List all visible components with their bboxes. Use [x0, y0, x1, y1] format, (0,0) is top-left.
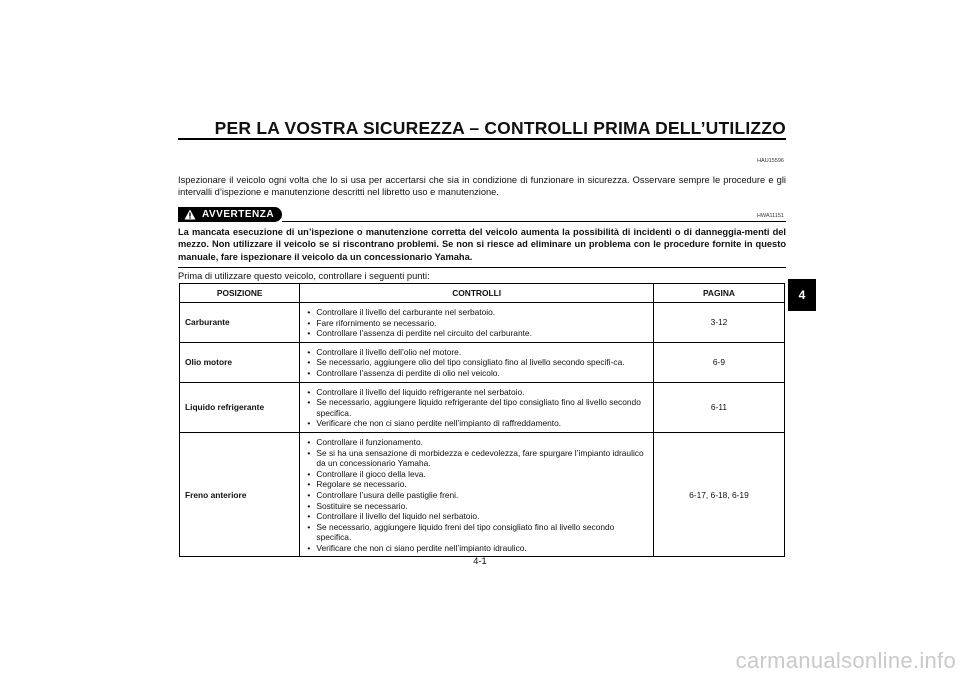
warning-text: La mancata esecuzione di un’ispezione o manutenzione corretta del veicolo aumenta la possibilità di incidenti o di danneggia-menti del mezzo. Non utilizzare il veicolo se si riscontrano problemi. Se non si riesce ad eliminare un problema con le procedure fornite in questo manuale, fare ispezionare il veicolo da un concessionario Yamaha. [178, 227, 786, 262]
check-item: • Se si ha una sensazione di morbidezza e cedevolezza, fare spurgare l’impianto idraulico da un concessionario Yamaha. [316, 448, 647, 469]
row-checks [300, 303, 654, 343]
check-item: • Controllare il livello del liquido refrigerante nel serbatoio. [316, 387, 647, 398]
check-item: • Controllare il livello del liquido nel serbatoio. [316, 511, 647, 522]
warning-triangle-icon [184, 209, 196, 220]
check-item: • Regolare se necessario. [316, 479, 647, 490]
pre-table-text: Prima di utilizzare questo veicolo, controllare i seguenti punti: [178, 271, 430, 281]
check-item: • Sostituire se necessario. [316, 501, 647, 512]
table-row [180, 342, 785, 382]
checks-list [300, 347, 653, 379]
row-item-name: Freno anteriore [180, 432, 300, 557]
section-ref-code: HAU15596 [757, 158, 784, 164]
check-item: • Fare rifornimento se necessario. [316, 318, 647, 329]
check-item: • Controllare l’usura delle pastiglie freni. [316, 490, 647, 501]
row-checks [300, 432, 654, 557]
row-page-ref: 3-12 [653, 303, 784, 343]
check-item: • Controllare il livello del carburante nel serbatoio. [316, 307, 647, 318]
warning-bottom-rule [178, 267, 786, 268]
page-number: 4-1 [473, 556, 487, 566]
header-checks: CONTROLLI [300, 284, 654, 303]
check-item: • Controllare il funzionamento. [316, 437, 647, 448]
row-page-ref: 6-11 [653, 382, 784, 432]
check-item: • Verificare che non ci siano perdite nell’impianto idraulico. [316, 543, 647, 554]
warning-label: AVVERTENZA [202, 209, 275, 220]
watermark: carmanualsonline.info [735, 648, 956, 673]
checks-list [300, 307, 653, 339]
checks-table [179, 283, 785, 557]
check-item: • Se necessario, aggiungere liquido refrigerante del tipo consigliato fino al livello secondo specifica. [316, 397, 647, 418]
check-item: • Controllare il livello dell’olio nel motore. [316, 347, 647, 358]
check-item: • Se necessario, aggiungere olio del tipo consigliato fino al livello secondo specifi-ca. [316, 357, 647, 368]
intro-paragraph: Ispezionare il veicolo ogni volta che lo si usa per accertarsi che sia in condizione di funzionare in sicurezza. Osservare sempre le procedure e gli intervalli d’ispezione e manutenzione descritti nel libretto uso e manutenzione. [178, 175, 786, 198]
row-page-ref: 6-9 [653, 342, 784, 382]
check-item: • Verificare che non ci siano perdite nell’impianto di raffreddamento. [316, 418, 647, 429]
check-item: • Controllare il gioco della leva. [316, 469, 647, 480]
checks-list [300, 437, 653, 554]
checks-list [300, 387, 653, 429]
chapter-tab: 4 [788, 279, 816, 311]
warning-ref-code: HWA11151 [756, 213, 784, 219]
title-rule [178, 138, 786, 140]
row-page-ref: 6-17, 6-18, 6-19 [653, 432, 784, 557]
table-header-row [180, 284, 785, 303]
table-row [180, 382, 785, 432]
warning-badge [178, 207, 282, 222]
row-item-name: Olio motore [180, 342, 300, 382]
row-checks [300, 382, 654, 432]
row-item-name: Carburante [180, 303, 300, 343]
warning-rule [282, 221, 786, 222]
check-item: • Se necessario, aggiungere liquido freni del tipo consigliato fino al livello secondo specifica. [316, 522, 647, 543]
header-page: PAGINA [653, 284, 784, 303]
table-row [180, 303, 785, 343]
table-row [180, 432, 785, 557]
page-title: PER LA VOSTRA SICUREZZA – CONTROLLI PRIMA DELL’UTILIZZO [214, 118, 786, 138]
check-item: • Controllare l’assenza di perdite di olio nel veicolo. [316, 368, 647, 379]
check-item: • Controllare l’assenza di perdite nel circuito del carburante. [316, 328, 647, 339]
header-position: POSIZIONE [180, 284, 300, 303]
row-checks [300, 342, 654, 382]
row-item-name: Liquido refrigerante [180, 382, 300, 432]
